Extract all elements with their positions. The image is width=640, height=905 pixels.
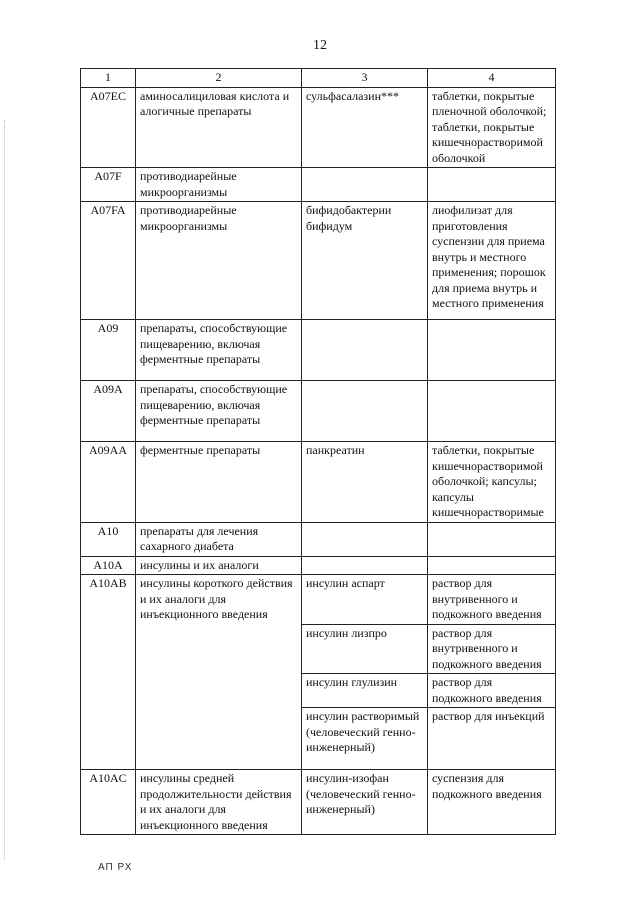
atc-code: A09AA <box>81 442 136 523</box>
table-row <box>81 522 556 556</box>
dosage-form: раствор для инъекций <box>428 708 556 770</box>
dosage-form <box>428 556 556 575</box>
drug-name <box>302 381 428 442</box>
dosage-form: таблетки, покрытые пленочной оболочкой; таблетки, покрытые кишечнорастворимой оболочкой <box>428 87 556 168</box>
drug-name: инсулин аспарт <box>302 575 428 625</box>
table-row <box>81 320 556 381</box>
drug-name: панкреатин <box>302 442 428 523</box>
atc-code: A10 <box>81 522 136 556</box>
group-name: аминосалициловая кислота и алогичные препараты <box>136 87 302 168</box>
group-name: инсулины и их аналоги <box>136 556 302 575</box>
drug-name: инсулин растворимый (человеческий генно-инженерный) <box>302 708 428 770</box>
table-row <box>81 442 556 523</box>
group-name: препараты, способствующие пищеварению, включая ферментные препараты <box>136 381 302 442</box>
column-header: 3 <box>302 69 428 88</box>
column-header: 1 <box>81 69 136 88</box>
dosage-form <box>428 522 556 556</box>
drug-name: инсулин глулизин <box>302 674 428 708</box>
dosage-form <box>428 168 556 202</box>
dosage-form <box>428 381 556 442</box>
table-row <box>81 202 556 320</box>
group-name: препараты для лечения сахарного диабета <box>136 522 302 556</box>
table-header-row <box>81 69 556 88</box>
column-header: 4 <box>428 69 556 88</box>
drug-name: бифидобактерии бифидум <box>302 202 428 320</box>
dosage-form: лиофилизат для приготовления суспензии для приема внутрь и местного применения; порошок для приема внутрь и местного применения <box>428 202 556 320</box>
group-name: инсулины короткого действия и их аналоги для инъекционного введения <box>136 575 302 770</box>
dosage-form: суспензия для подкожного введения <box>428 770 556 835</box>
table-row <box>81 87 556 168</box>
drug-name <box>302 168 428 202</box>
table-row <box>81 556 556 575</box>
column-header: 2 <box>136 69 302 88</box>
table-row <box>81 770 556 835</box>
group-name: ферментные препараты <box>136 442 302 523</box>
atc-code: A09A <box>81 381 136 442</box>
dosage-form <box>428 320 556 381</box>
atc-code: A07EC <box>81 87 136 168</box>
atc-code: A10AB <box>81 575 136 770</box>
group-name: противодиарейные микроорганизмы <box>136 202 302 320</box>
drug-name <box>302 522 428 556</box>
atc-code: A10A <box>81 556 136 575</box>
table-row <box>81 575 556 625</box>
dosage-form: раствор для подкожного введения <box>428 674 556 708</box>
group-name: противодиарейные микроорганизмы <box>136 168 302 202</box>
atc-code: A07FA <box>81 202 136 320</box>
page-number: 12 <box>313 38 327 53</box>
group-name: инсулины средней продолжительности действия и их аналоги для инъекционного введения <box>136 770 302 835</box>
scan-edge-dots <box>4 120 6 860</box>
atc-code: A09 <box>81 320 136 381</box>
drug-name: инсулин лизпро <box>302 624 428 674</box>
dosage-form: таблетки, покрытые кишечнорастворимой оболочкой; капсулы; капсулы кишечнорастворимые <box>428 442 556 523</box>
atc-code: A07F <box>81 168 136 202</box>
footer-mark: АП РХ <box>98 862 133 873</box>
drug-name: инсулин-изофан (человеческий генно-инженерный) <box>302 770 428 835</box>
dosage-form: раствор для внутривенного и подкожного введения <box>428 575 556 625</box>
atc-code: A10AC <box>81 770 136 835</box>
drug-table <box>80 68 556 835</box>
table-row <box>81 381 556 442</box>
dosage-form: раствор для внутривенного и подкожного введения <box>428 624 556 674</box>
drug-name <box>302 556 428 575</box>
drug-name: сульфасалазин*** <box>302 87 428 168</box>
table-row <box>81 168 556 202</box>
drug-name <box>302 320 428 381</box>
group-name: препараты, способствующие пищеварению, включая ферментные препараты <box>136 320 302 381</box>
